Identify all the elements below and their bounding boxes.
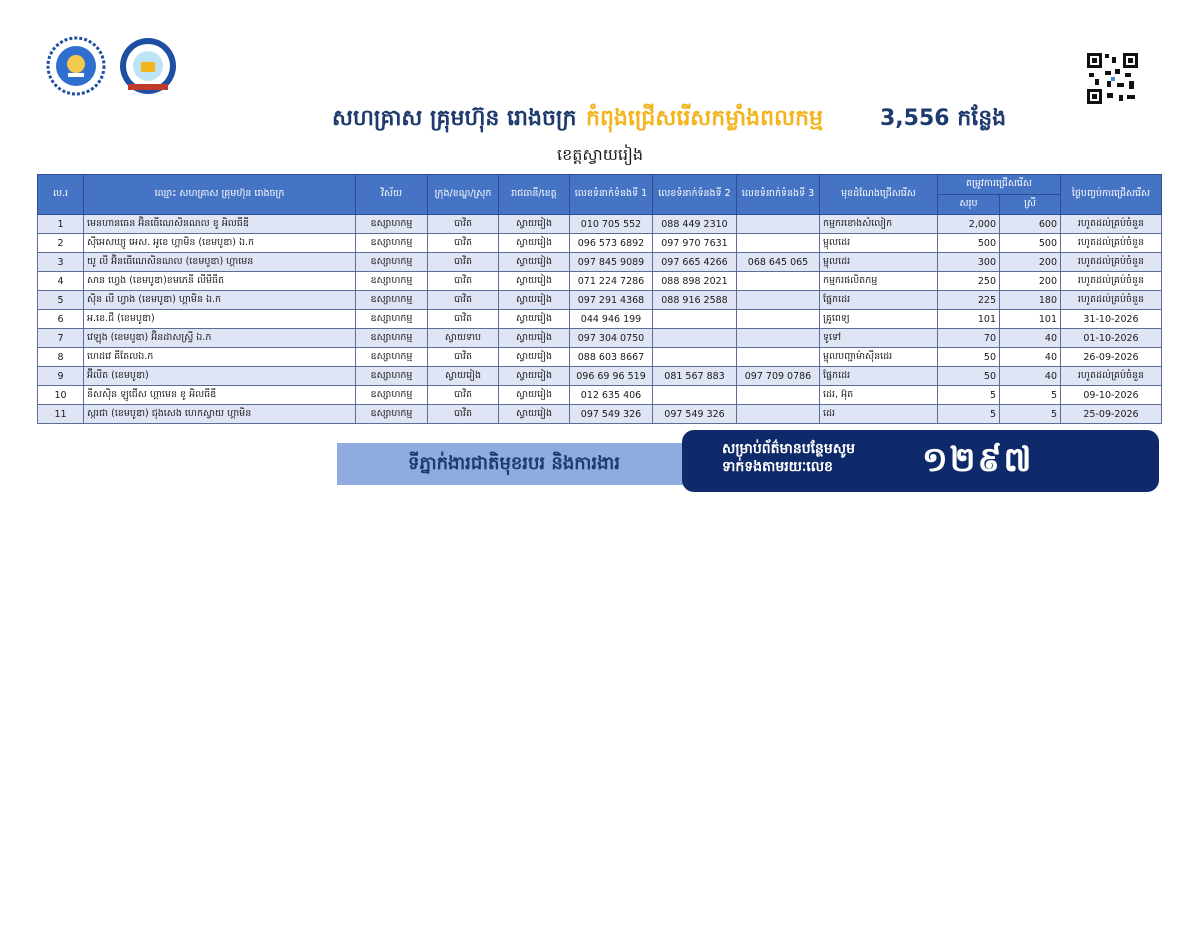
cell-province: ស្វាយរៀង — [499, 329, 570, 348]
cell-female: 200 — [1000, 272, 1061, 291]
title-row — [0, 104, 1200, 136]
cell-female: 5 — [1000, 386, 1061, 405]
cell-no: 10 — [38, 386, 84, 405]
table-row — [38, 215, 1162, 234]
cell-sector: ឧស្សាហកម្ម — [356, 291, 428, 310]
cell-total: 250 — [938, 272, 1000, 291]
ministry-seal-icon — [46, 36, 106, 96]
header-company: ឈ្មោះ សហគ្រាស គ្រុមហ៊ុន រោងចក្រ — [84, 175, 356, 215]
cell-position: ទូទៅ — [820, 329, 938, 348]
cell-company: នីសស៊ិន ឡូជើស ហ្គាមេន ខូ អិលធីឌី — [84, 386, 356, 405]
cell-company: សាន ហ្វេង (ខេមបូឌា)ខមភេនី លីមីធីត — [84, 272, 356, 291]
table-body — [38, 215, 1162, 424]
cell-no: 9 — [38, 367, 84, 386]
cell-phone2 — [653, 310, 737, 329]
qr-code-icon — [1085, 51, 1140, 106]
header-female: ស្រី — [1000, 195, 1061, 215]
header-province: រាជធានី/ខេត្ត — [499, 175, 570, 215]
cell-deadline: 25-09-2026 — [1061, 405, 1162, 424]
cell-phone3: 097 709 0786 — [737, 367, 820, 386]
cell-district: បាវិត — [428, 386, 499, 405]
table-row — [38, 367, 1162, 386]
header-phone1: លេខទំនាក់ទំនងទី 1 — [570, 175, 653, 215]
cell-position: ម្ជុលបញ្ជាម៉ាស៊ីនដេរ — [820, 348, 938, 367]
header-need: តម្រូវការជ្រើសរើស — [938, 175, 1061, 195]
cell-deadline: រហូតដល់គ្រប់ចំនួន — [1061, 234, 1162, 253]
cell-phone1: 096 69 96 519 — [570, 367, 653, 386]
table-row — [38, 386, 1162, 405]
cell-phone2 — [653, 329, 737, 348]
cell-deadline: រហូតដល់គ្រប់ចំនួន — [1061, 272, 1162, 291]
cell-phone1: 044 946 199 — [570, 310, 653, 329]
cell-phone1: 088 603 8667 — [570, 348, 653, 367]
cell-phone1: 097 845 9089 — [570, 253, 653, 272]
cell-phone3 — [737, 348, 820, 367]
cell-district: បាវិត — [428, 405, 499, 424]
cell-phone3 — [737, 215, 820, 234]
cell-sector: ឧស្សាហកម្ម — [356, 310, 428, 329]
cell-phone3 — [737, 329, 820, 348]
cell-phone3 — [737, 272, 820, 291]
table-row — [38, 348, 1162, 367]
cell-province: ស្វាយរៀង — [499, 215, 570, 234]
cell-female: 180 — [1000, 291, 1061, 310]
cell-province: ស្វាយរៀង — [499, 386, 570, 405]
recruiting-highlight: កំពុងជ្រើសរើសកម្លាំងពលកម្ម — [586, 106, 823, 131]
cell-sector: ឧស្សាហកម្ម — [356, 329, 428, 348]
header-phone3: លេខទំនាក់ទំនងទី 3 — [737, 175, 820, 215]
agency-banner — [337, 443, 691, 485]
cell-no: 2 — [38, 234, 84, 253]
cell-total: 5 — [938, 405, 1000, 424]
cell-phone2: 081 567 883 — [653, 367, 737, 386]
province-subtitle: ខេត្តស្វាយរៀង — [556, 145, 643, 164]
positions-count: 3,556 កន្លែង — [880, 106, 1007, 131]
header-sector: វិស័យ — [356, 175, 428, 215]
cell-no: 3 — [38, 253, 84, 272]
cell-total: 101 — [938, 310, 1000, 329]
cell-district: បាវិត — [428, 272, 499, 291]
cell-sector: ឧស្សាហកម្ម — [356, 367, 428, 386]
cell-female: 40 — [1000, 329, 1061, 348]
job-listings-table — [37, 174, 1162, 424]
cell-position: ម្ជុលដេរ — [820, 234, 938, 253]
cell-sector: ឧស្សាហកម្ម — [356, 215, 428, 234]
cell-phone2: 088 898 2021 — [653, 272, 737, 291]
cell-province: ស្វាយរៀង — [499, 234, 570, 253]
cell-no: 7 — [38, 329, 84, 348]
cell-position: ដេរ — [820, 405, 938, 424]
cell-deadline: រហូតដល់គ្រប់ចំនួន — [1061, 367, 1162, 386]
cell-female: 500 — [1000, 234, 1061, 253]
cell-total: 500 — [938, 234, 1000, 253]
hotline-label-line1: សម្រាប់ព័ត៌មានបន្ថែមសូម — [722, 441, 856, 457]
cell-company: អ.ខេ.ជី (ខេមបូឌា) — [84, 310, 356, 329]
header-district: ក្រុង/ខណ្ឌ/ស្រុក — [428, 175, 499, 215]
cell-company: ហេដវេ គីតែលឯ.ក — [84, 348, 356, 367]
cell-deadline: 26-09-2026 — [1061, 348, 1162, 367]
cell-district: ស្វាយរៀង — [428, 367, 499, 386]
cell-no: 11 — [38, 405, 84, 424]
cell-sector: ឧស្សាហកម្ម — [356, 386, 428, 405]
cell-district: បាវិត — [428, 253, 499, 272]
cell-deadline: 09-10-2026 — [1061, 386, 1162, 405]
cell-phone1: 012 635 406 — [570, 386, 653, 405]
table-row — [38, 405, 1162, 424]
table-row — [38, 310, 1162, 329]
cell-total: 5 — [938, 386, 1000, 405]
cell-company: វេឡុង (ខេមបូឌា) អ៊ិនដាសស្ទ្រី ឯ.ក — [84, 329, 356, 348]
cell-province: ស្វាយរៀង — [499, 253, 570, 272]
cell-company: មេនហានធេន អ៊ិនធើណេសិនណល ខូ អិលធីឌី — [84, 215, 356, 234]
cell-phone2 — [653, 386, 737, 405]
cell-position: កម្មករផលិតកម្ម — [820, 272, 938, 291]
hotline-label-line2: ទាក់ទងតាមរយៈលេខ — [722, 459, 833, 476]
cell-no: 1 — [38, 215, 84, 234]
cell-province: ស្វាយរៀង — [499, 291, 570, 310]
cell-deadline: រហូតដល់គ្រប់ចំនួន — [1061, 215, 1162, 234]
cell-sector: ឧស្សាហកម្ម — [356, 253, 428, 272]
header-deadline: ថ្ងៃបញ្ចប់ការជ្រើសរើស — [1061, 175, 1162, 215]
cell-sector: ឧស្សាហកម្ម — [356, 348, 428, 367]
cell-province: ស្វាយរៀង — [499, 405, 570, 424]
cell-province: ស្វាយរៀង — [499, 310, 570, 329]
cell-female: 40 — [1000, 348, 1061, 367]
cell-no: 4 — [38, 272, 84, 291]
cell-district: បាវិត — [428, 291, 499, 310]
cell-position: ម្ជុលដេរ — [820, 253, 938, 272]
cell-phone2 — [653, 348, 737, 367]
cell-phone3 — [737, 310, 820, 329]
table-row — [38, 272, 1162, 291]
header-phone2: លេខទំនាក់ទំនងទី 2 — [653, 175, 737, 215]
cell-female: 200 — [1000, 253, 1061, 272]
cell-company: យូ លី អ៊ិនធើណេសិនណល (ខេមបូឌា) ហ្គាមេន — [84, 253, 356, 272]
cell-position: កម្មករខោងសំលៀក — [820, 215, 938, 234]
cell-phone3: 068 645 065 — [737, 253, 820, 272]
cell-female: 40 — [1000, 367, 1061, 386]
cell-total: 225 — [938, 291, 1000, 310]
cell-phone1: 097 291 4368 — [570, 291, 653, 310]
cell-phone2: 097 549 326 — [653, 405, 737, 424]
cell-female: 5 — [1000, 405, 1061, 424]
table-row — [38, 253, 1162, 272]
hotline-banner — [682, 430, 1159, 492]
cell-company: ស៊ិន លី ហ្វាង (ខេមបូឌា) ហ្គាមិន ឯ.ក — [84, 291, 356, 310]
cell-phone2: 097 665 4266 — [653, 253, 737, 272]
cell-district: បាវិត — [428, 234, 499, 253]
cell-position: ផ្នែកដេរ — [820, 367, 938, 386]
cell-deadline: 31-10-2026 — [1061, 310, 1162, 329]
cell-phone2: 097 970 7631 — [653, 234, 737, 253]
cell-total: 50 — [938, 348, 1000, 367]
cell-district: បាវិត — [428, 215, 499, 234]
agency-name: ទីភ្នាក់ងារជាតិមុខរបរ និងការងារ — [408, 452, 620, 474]
cell-province: ស្វាយរៀង — [499, 348, 570, 367]
cell-company: ស៊ីអេសឃ្យូ អេស. អូខេ ហ្គាមិន (ខេមបូឌា) ឯ.ក — [84, 234, 356, 253]
cell-phone1: 096 573 6892 — [570, 234, 653, 253]
cell-phone2: 088 916 2588 — [653, 291, 737, 310]
cell-no: 6 — [38, 310, 84, 329]
cell-total: 70 — [938, 329, 1000, 348]
cell-no: 8 — [38, 348, 84, 367]
cell-sector: ឧស្សាហកម្ម — [356, 272, 428, 291]
table-row — [38, 291, 1162, 310]
cell-phone1: 071 224 7286 — [570, 272, 653, 291]
header-total: សរុប — [938, 195, 1000, 215]
cell-total: 50 — [938, 367, 1000, 386]
cell-phone3 — [737, 386, 820, 405]
header-position: មុខដំណែងជ្រើសរើស — [820, 175, 938, 215]
cell-district: បាវិត — [428, 348, 499, 367]
hotline-number: ១២៩៧ — [922, 440, 1034, 480]
cell-phone1: 010 705 552 — [570, 215, 653, 234]
cell-district: បាវិត — [428, 310, 499, 329]
cell-deadline: 01-10-2026 — [1061, 329, 1162, 348]
cell-deadline: រហូតដល់គ្រប់ចំនួន — [1061, 253, 1162, 272]
cell-no: 5 — [38, 291, 84, 310]
cell-position: គ្រូពេទ្យ — [820, 310, 938, 329]
cell-phone3 — [737, 405, 820, 424]
cell-position: ផ្នែកដេរ — [820, 291, 938, 310]
cell-female: 600 — [1000, 215, 1061, 234]
training-center-seal-icon — [118, 36, 178, 96]
cell-company: ស្ករជា (ខេមបូឌា) ជុងសេង ហេកស្វាយ ហ្គាមិន — [84, 405, 356, 424]
cell-phone3 — [737, 234, 820, 253]
cell-company: អ៊ីលីត (ខេមបូឌា) — [84, 367, 356, 386]
header-no: ល.រ — [38, 175, 84, 215]
table-row — [38, 234, 1162, 253]
cell-phone1: 097 549 326 — [570, 405, 653, 424]
cell-deadline: រហូតដល់គ្រប់ចំនួន — [1061, 291, 1162, 310]
cell-phone1: 097 304 0750 — [570, 329, 653, 348]
hotline-label — [722, 440, 855, 476]
cell-total: 2,000 — [938, 215, 1000, 234]
page-title: សហគ្រាស គ្រុមហ៊ុន រោងចក្រ — [332, 106, 577, 131]
cell-district: ស្វាយទាប — [428, 329, 499, 348]
cell-phone3 — [737, 291, 820, 310]
cell-total: 300 — [938, 253, 1000, 272]
cell-female: 101 — [1000, 310, 1061, 329]
cell-phone2: 088 449 2310 — [653, 215, 737, 234]
cell-sector: ឧស្សាហកម្ម — [356, 234, 428, 253]
table-row — [38, 329, 1162, 348]
cell-province: ស្វាយរៀង — [499, 367, 570, 386]
cell-position: ដេរ, អ៊ុត — [820, 386, 938, 405]
cell-province: ស្វាយរៀង — [499, 272, 570, 291]
cell-sector: ឧស្សាហកម្ម — [356, 405, 428, 424]
